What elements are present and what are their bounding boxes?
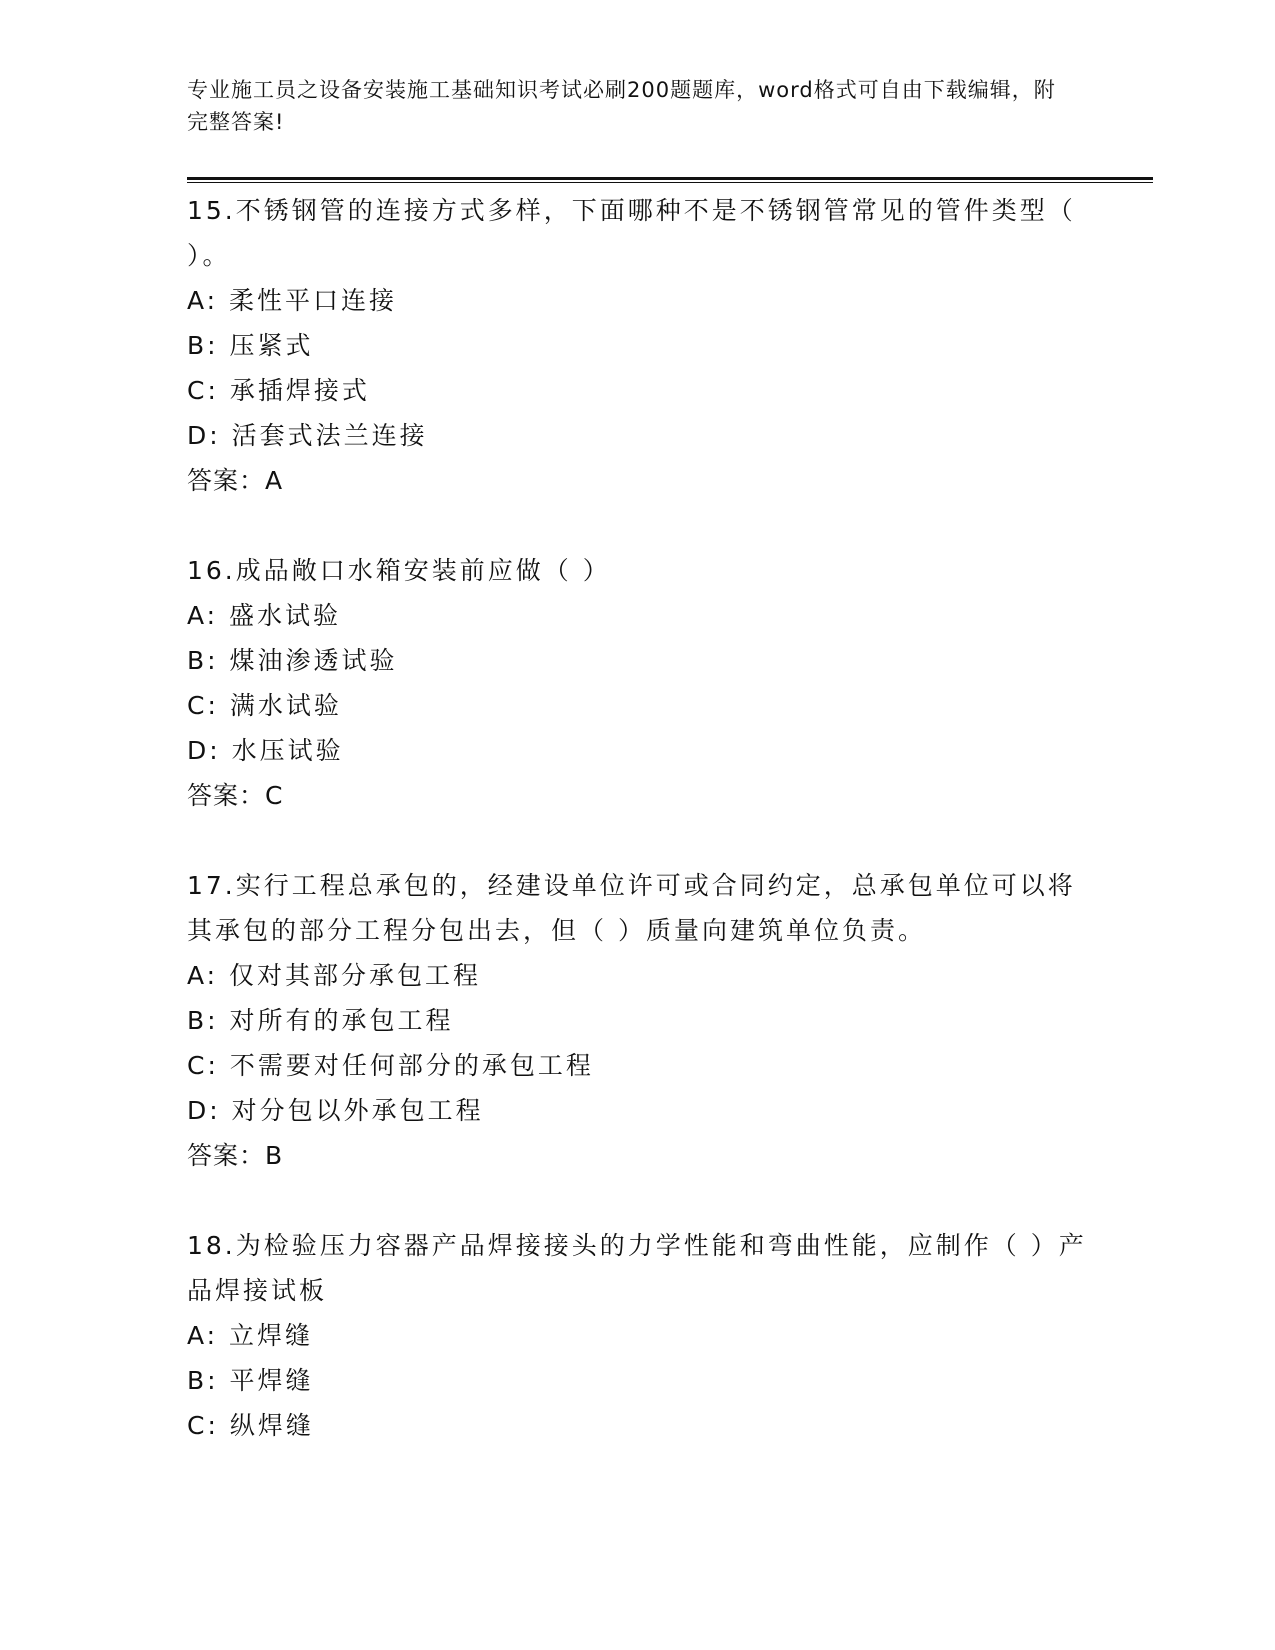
question-17 bbox=[187, 863, 1087, 1178]
question-16 bbox=[187, 548, 1087, 818]
option-b: B: 压紧式 bbox=[187, 331, 314, 360]
question-18 bbox=[187, 1223, 1087, 1448]
question-stem: 16.成品敞口水箱安装前应做（ ） bbox=[187, 556, 611, 585]
question-15 bbox=[187, 188, 1087, 503]
option-c: C: 满水试验 bbox=[187, 691, 342, 720]
header-divider-thin bbox=[187, 182, 1153, 183]
question-list bbox=[187, 188, 1087, 1448]
option-b: B: 煤油渗透试验 bbox=[187, 646, 398, 675]
option-c: C: 承插焊接式 bbox=[187, 376, 370, 405]
document-header: 专业施工员之设备安装施工基础知识考试必刷200题题库，word格式可自由下载编辑，附完整答案! bbox=[187, 78, 1056, 134]
answer-line: 答案：B bbox=[187, 1141, 284, 1170]
option-d: D: 对分包以外承包工程 bbox=[187, 1096, 484, 1125]
option-c: C: 纵焊缝 bbox=[187, 1411, 314, 1440]
answer-line: 答案：A bbox=[187, 466, 284, 495]
option-b: B: 对所有的承包工程 bbox=[187, 1006, 454, 1035]
option-a: A: 立焊缝 bbox=[187, 1321, 314, 1350]
option-d: D: 水压试验 bbox=[187, 736, 344, 765]
answer-line: 答案：C bbox=[187, 781, 284, 810]
option-b: B: 平焊缝 bbox=[187, 1366, 314, 1395]
question-spacer bbox=[187, 503, 1087, 548]
option-a: A: 仅对其部分承包工程 bbox=[187, 961, 482, 990]
question-spacer bbox=[187, 1178, 1087, 1223]
option-c: C: 不需要对任何部分的承包工程 bbox=[187, 1051, 594, 1080]
header-divider-thick bbox=[187, 177, 1153, 180]
option-d: D: 活套式法兰连接 bbox=[187, 421, 428, 450]
question-stem: 17.实行工程总承包的，经建设单位许可或合同约定，总承包单位可以将其承包的部分工程分包出去，但（ ）质量向建筑单位负责。 bbox=[187, 871, 1076, 945]
option-a: A: 柔性平口连接 bbox=[187, 286, 398, 315]
question-spacer bbox=[187, 818, 1087, 863]
option-a: A: 盛水试验 bbox=[187, 601, 342, 630]
question-stem: 15.不锈钢管的连接方式多样，下面哪种不是不锈钢管常见的管件类型（ ）。 bbox=[187, 196, 1076, 270]
question-stem: 18.为检验压力容器产品焊接接头的力学性能和弯曲性能，应制作（ ）产品焊接试板 bbox=[187, 1231, 1087, 1305]
